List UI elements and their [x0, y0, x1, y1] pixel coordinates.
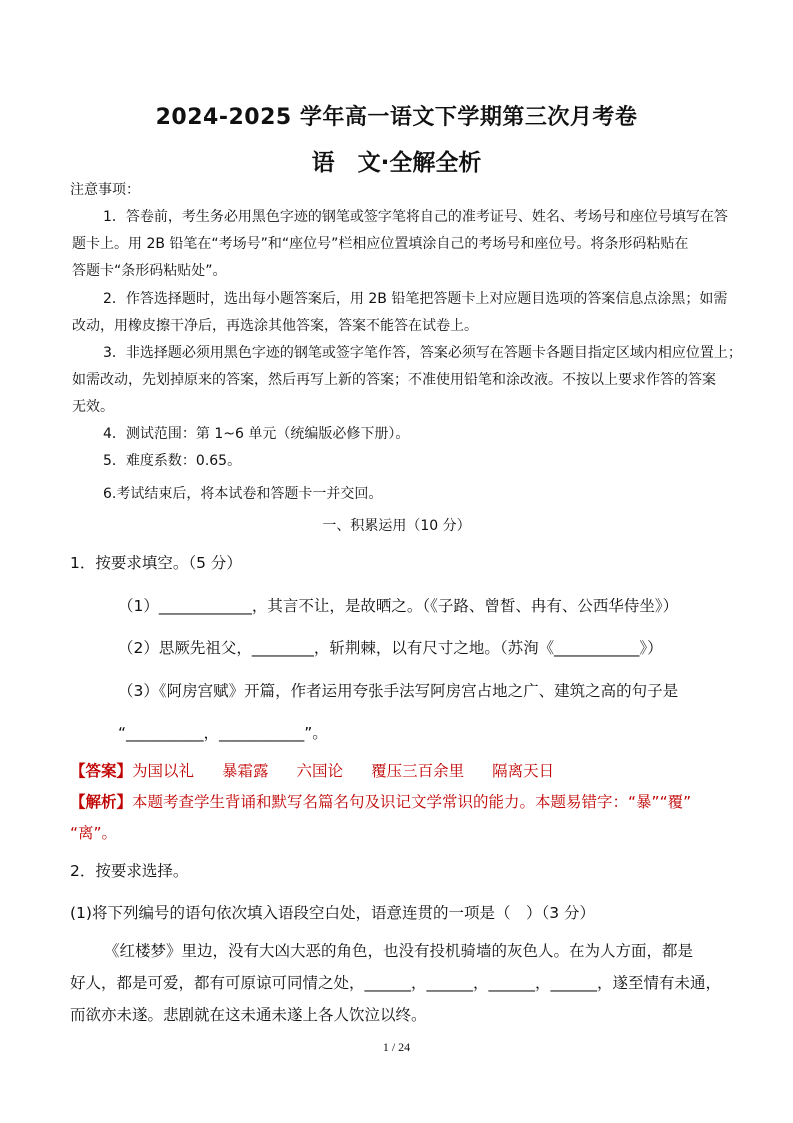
- notice-line: 2．作答选择题时，选出每小题答案后，用 2B 铅笔把答题卡上对应题目选项的答案信息点涂黑；如需: [103, 291, 728, 307]
- analysis-label: 【解析】: [70, 793, 133, 811]
- question-1-item-2: （2）思厥先祖父，________，斩荆棘，以有尺寸之地。（苏洵《___________》）: [118, 639, 663, 657]
- answer-label: 【答案】: [70, 762, 133, 780]
- notice-line: 如需改动，先划掉原来的答案，然后再写上新的答案；不准使用铅笔和涂改液。不按以上要求作答的答案: [72, 372, 716, 388]
- answer-item: 六国论: [296, 762, 344, 780]
- question-2-sub-1: (1)将下列编号的语句依次填入语段空白处，语意连贯的一项是（ ）（3 分）: [70, 904, 595, 922]
- notice-line: 1．答卷前，考生务必用黑色字迹的钢笔或签字笔将自己的准考证号、姓名、考场号和座位号填写在答: [103, 209, 728, 225]
- passage-line: 而欲亦未遂。悲剧就在这未通未遂上各人饮泣以终。: [70, 1006, 427, 1024]
- notice-line: 无效。: [72, 399, 114, 415]
- section-heading: 一、积累运用（10 分）: [322, 518, 471, 534]
- question-1-item-1: （1）____________，其言不让，是故晒之。（《子路、曾皙、冉有、公西华侍坐》）: [118, 597, 679, 615]
- analysis-line-2: “离”。: [70, 824, 118, 842]
- question-1-item-3-blanks: “__________，___________”。: [118, 724, 328, 742]
- answer-item: 为国以礼: [132, 762, 195, 780]
- page-subtitle: 语 文·全解全析: [311, 150, 482, 176]
- analysis-line: [70, 791, 691, 813]
- answer-item: 暴霜露: [222, 762, 269, 780]
- question-1-stem: 1．按要求填空。（5 分）: [70, 554, 242, 572]
- page-title: 2024-2025 学年高一语文下学期第三次月考卷: [155, 105, 638, 130]
- notice-line: 改动，用橡皮擦干净后，再选涂其他答案，答案不能答在试卷上。: [72, 318, 478, 334]
- question-2-stem: 2．按要求选择。: [70, 862, 189, 880]
- notice-line: 题卡上。用 2B 铅笔在“考场号”和“座位号”栏相应位置填涂自己的考场号和座位号。将条形码粘贴在: [72, 236, 689, 252]
- notice-line: 5．难度系数：0.65。: [103, 453, 242, 469]
- question-1-item-3: （3）《阿房宫赋》开篇，作者运用夸张手法写阿房宫占地之广、建筑之高的句子是: [118, 682, 679, 700]
- answer-item: 覆压三百余里: [371, 762, 465, 780]
- page-number: 1 / 24: [382, 1040, 411, 1054]
- passage-line: 好人，都是可爱，都有可原谅可同情之处，______，______，______，______，遂至情有未通，: [70, 974, 722, 992]
- analysis-text: 本题考查学生背诵和默写名篇名句及识记文学常识的能力。本题易错字：“暴”“覆”: [132, 793, 692, 811]
- answer-block: [70, 760, 554, 782]
- notice-line: 3．非选择题必须用黑色字迹的钢笔或签字笔作答，答案必须写在答题卡各题目指定区域内相应位置上；: [103, 345, 742, 361]
- notice-line: 答题卡“条形码粘贴处”。: [72, 263, 227, 279]
- notice-line: 6.考试结束后，将本试卷和答题卡一并交回。: [103, 486, 383, 502]
- answer-item: 隔离天日: [492, 762, 555, 780]
- passage-line: 《红楼梦》里边，没有大凶大恶的角色，也没有投机骑墙的灰色人。在为人方面，都是: [104, 942, 694, 960]
- notice-line: 4．测试范围：第 1~6 单元（统编版必修下册）。: [103, 426, 410, 442]
- notice-heading: 注意事项：: [70, 182, 140, 198]
